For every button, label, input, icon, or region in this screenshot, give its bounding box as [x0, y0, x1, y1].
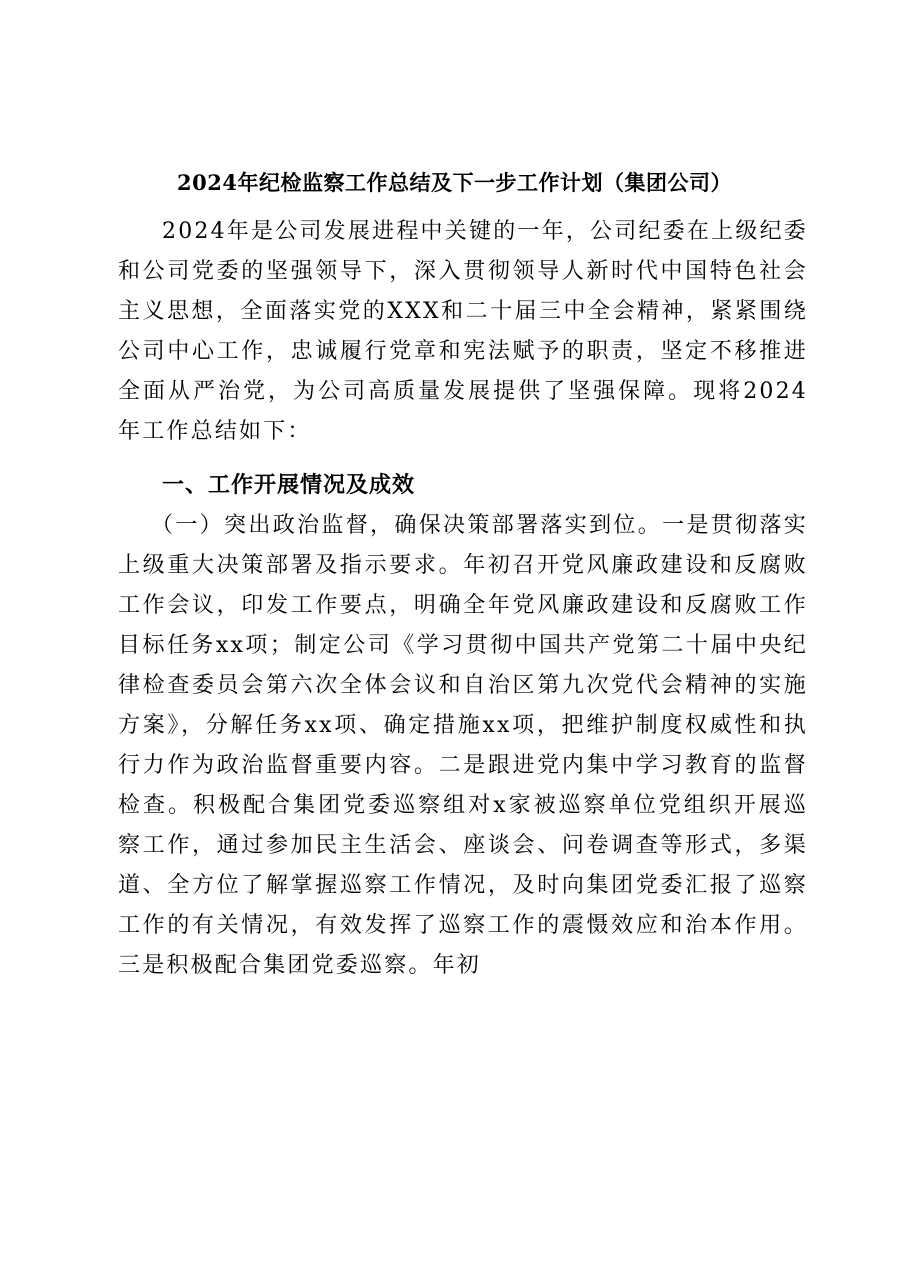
section-paragraph: （一）突出政治监督，确保决策部署落实到位。一是贯彻落实上级重大决策部署及指示要求。年初召开党风廉政建设和反腐败工作会议，印发工作要点，明确全年党风廉政建设和反腐败工作目标任务xx项；制定公司《学习贯彻中国共产党第二十届中央纪律检查委员会第六次全体会议和自治区第九次党代会精神的实施方案》，分解任务xx项、确定措施xx项，把维护制度权威性和执行力作为政治监督重要内容。二是跟进党内集中学习教育的监督检查。积极配合集团党委巡察组对x家被巡察单位党组织开展巡察工作，通过参加民主生活会、座谈会、问卷调查等形式，多渠道、全方位了解掌握巡察工作情况，及时向集团党委汇报了巡察工作的有关情况，有效发挥了巡察工作的震慑效应和治本作用。三是积极配合集团党委巡察。年初	[118, 513, 808, 978]
section-heading: 一、工作开展情况及成效	[162, 472, 416, 498]
document-body	[118, 212, 808, 986]
document-title: 2024年纪检监察工作总结及下一步工作计划（集团公司）	[177, 170, 732, 195]
intro-paragraph: 2024年是公司发展进程中关键的一年，公司纪委在上级纪委和公司党委的坚强领导下，深入贯彻领导人新时代中国特色社会主义思想，全面落实党的XXX和二十届三中全会精神，紧紧围绕公司中心工作，忠诚履行党章和宪法赋予的职责，坚定不移推进全面从严治党，为公司高质量发展提供了坚强保障。现将2024年工作总结如下：	[118, 219, 808, 444]
